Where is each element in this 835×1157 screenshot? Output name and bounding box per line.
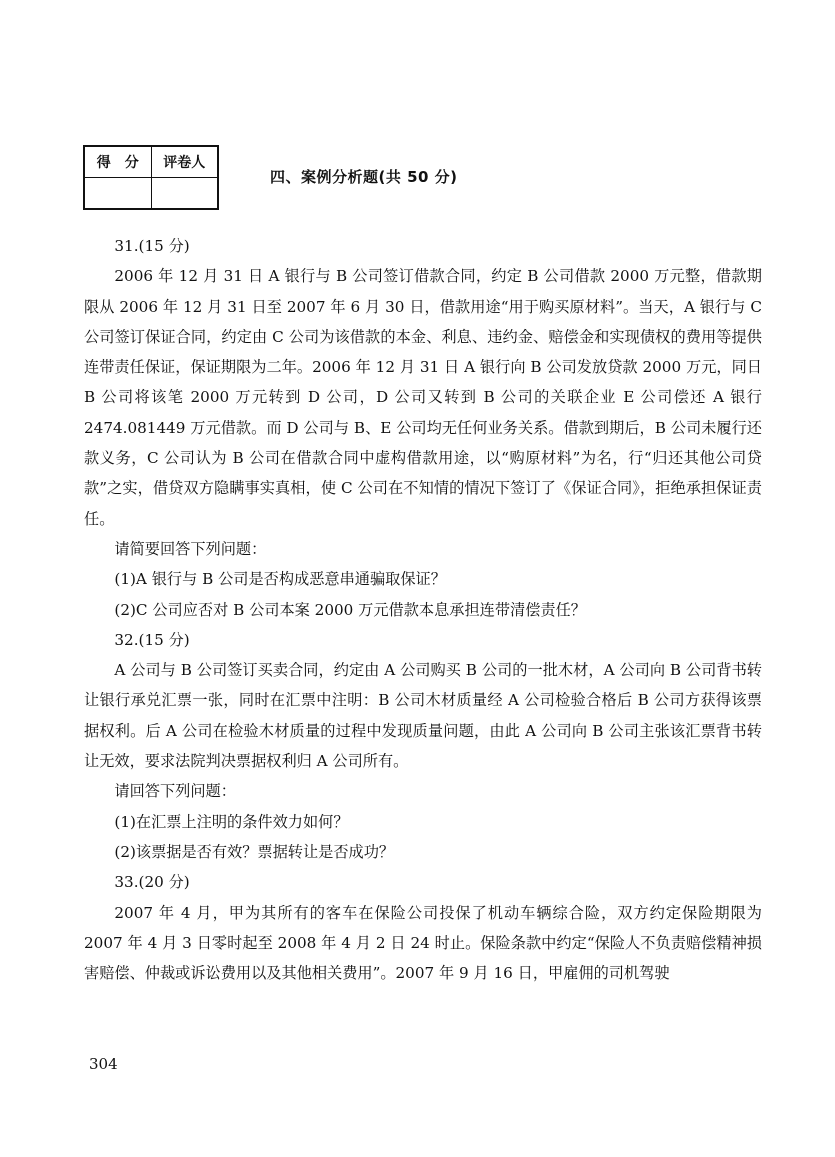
question-31-case-text: 2006 年 12 月 31 日 A 银行与 B 公司签订借款合同，约定 B 公司借款 2000 万元整，借款期限从 2006 年 12 月 31 日至 2007 年 6 月 30 日，借款用途“用于购买原材料”。当天，A 银行与 C 公司签订保证合同，约定由 C 公司为该借款的本金、利息、违约金、赔偿金和实现债权的费用等提供连带责任保证，保证期限为二年。2006 年 12 月 31 日 A 银行向 B 公司发放贷款 2000 万元，同日 B 公司将该笔 2000 万元转到 D 公司，D 公司又转到 B 公司的关联企业 E 公司偿还 A 银行 2474.081449 万元借款。而 D 公司与 B、E 公司均无任何业务关系。借款到期后，B 公司未履行还款义务，C 公司认为 B 公司在借款合同中虚构借款用途，以“购原材料”为名，行“归还其他公司贷款”之实，借贷双方隐瞒事实真相，使 C 公司在不知情的情况下签订了《保证合同》，拒绝承担保证责任。 — [84, 267, 762, 528]
question-32-sub-2: (2)该票据是否有效？票据转让是否成功？ — [114, 842, 395, 861]
question-33-heading: 33.(20 分) — [114, 873, 190, 892]
question-33-case-text: 2007 年 4 月，甲为其所有的客车在保险公司投保了机动车辆综合险，双方约定保险期限为 2007 年 4 月 3 日零时起至 2008 年 4 月 2 日 24 时止。保险条款中约定“保险人不负责赔偿精神损害赔偿、仲裁或诉讼费用以及其他相关费用”。2007 年 9 月 16 日，甲雇佣的司机驾驶 — [84, 903, 762, 983]
page-number: 304 — [89, 1055, 118, 1073]
question-32-prompt: 请回答下列问题： — [114, 782, 236, 801]
reviewer-label: 评卷人 — [151, 146, 218, 178]
question-31-sub-2: (2)C 公司应否对 B 公司本案 2000 万元借款本息承担连带清偿责任？ — [114, 600, 586, 619]
section-title: 四、案例分析题(共 50 分) — [270, 168, 458, 186]
question-31-sub-1: (1)A 银行与 B 公司是否构成恶意串通骗取保证？ — [114, 570, 446, 589]
question-32-heading: 32.(15 分) — [114, 630, 190, 649]
reviewer-cell — [151, 178, 218, 210]
question-31-prompt: 请简要回答下列问题： — [114, 539, 267, 558]
score-table — [83, 145, 219, 210]
question-32-case-text: A 公司与 B 公司签订买卖合同，约定由 A 公司购买 B 公司的一批木材，A 公司向 B 公司背书转让银行承兑汇票一张，同时在汇票中注明：B 公司木材质量经 A 公司检验合格后 B 公司方获得该票据权利。后 A 公司在检验木材质量的过程中发现质量问题，由此 A 公司向 B 公司主张该汇票背书转让无效，要求法院判决票据权利归 A 公司所有。 — [84, 661, 762, 771]
score-cell — [84, 178, 151, 210]
question-31-heading: 31.(15 分) — [114, 237, 190, 255]
question-32-sub-1: (1)在汇票上注明的条件效力如何？ — [114, 812, 349, 831]
questions-content — [84, 231, 762, 988]
score-label: 得 分 — [84, 146, 151, 178]
